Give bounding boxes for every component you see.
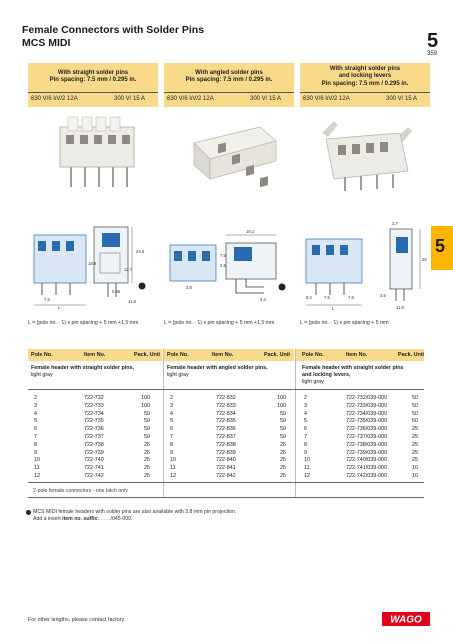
row-item-no: 722-835 bbox=[216, 418, 236, 425]
dim-label: 3.5 bbox=[380, 293, 386, 298]
dim-label: 7.6 bbox=[348, 295, 354, 300]
table-row bbox=[0, 434, 453, 442]
table-row bbox=[0, 418, 453, 426]
note-line: MCS MIDI female headers with solder pins are also available with 3.8 mm pin projection. bbox=[33, 509, 237, 515]
dim-label: L bbox=[58, 305, 61, 310]
row-pole-no: 10 bbox=[34, 457, 40, 464]
description-color: light gray bbox=[31, 372, 53, 378]
row-pack-unit: 50 bbox=[412, 395, 418, 401]
spec-heading-line: Pin spacing: 7.5 mm / 0.295 in. bbox=[185, 77, 273, 83]
row-pack-unit: 50 bbox=[280, 426, 286, 433]
row-item-no: 722-738/039-000 bbox=[346, 441, 388, 448]
dim-label: 3.7 bbox=[392, 221, 398, 226]
row-pole-no: 9 bbox=[170, 449, 173, 456]
section-tab-label: 5 bbox=[435, 236, 446, 256]
spec-heading bbox=[164, 63, 294, 91]
row-item-no: 722-836 bbox=[216, 426, 236, 433]
table-row bbox=[0, 442, 453, 450]
dim-label: 4.4 bbox=[260, 297, 266, 302]
divider bbox=[300, 92, 430, 93]
table-divider bbox=[28, 482, 424, 483]
row-item-no: 722-742/039-000 bbox=[346, 473, 388, 479]
product-description bbox=[167, 365, 268, 379]
row-pole-no: 4 bbox=[170, 410, 173, 417]
row-pole-no: 2 bbox=[34, 395, 37, 401]
row-pack-unit: 25 bbox=[280, 449, 286, 456]
row-pack-unit: 25 bbox=[412, 441, 418, 448]
row-item-no: 722-742 bbox=[84, 473, 104, 479]
product-description bbox=[302, 365, 404, 386]
spec-band-locking bbox=[300, 63, 430, 107]
dim-label: 2.5 bbox=[220, 263, 226, 268]
drawing-angled bbox=[164, 213, 294, 311]
row-item-no: 722-733/039-000 bbox=[346, 402, 388, 409]
row-pole-no: 12 bbox=[304, 473, 310, 479]
row-pack-unit: 25 bbox=[280, 473, 286, 479]
table-header bbox=[296, 349, 424, 361]
row-item-no: 722-732/039-000 bbox=[346, 395, 388, 401]
col-pack-unit: Pack. Unit bbox=[134, 352, 161, 358]
row-pole-no: 7 bbox=[34, 434, 37, 440]
note-bold: item no. suffix: bbox=[62, 516, 100, 522]
dim-label: 8.2 bbox=[306, 295, 312, 300]
table-header bbox=[28, 349, 162, 361]
row-pole-no: 11 bbox=[304, 465, 310, 472]
row-pole-no: 7 bbox=[304, 434, 307, 440]
rating-ul: 300 V/ 15 A bbox=[114, 96, 146, 102]
spec-heading-line: With angled solder pins bbox=[195, 69, 263, 76]
col-item-no: Item No. bbox=[84, 352, 106, 358]
drawing-straight bbox=[28, 213, 158, 311]
note-bullet-icon bbox=[26, 510, 31, 515]
row-pole-no: 7 bbox=[170, 434, 173, 440]
dim-label: 26 bbox=[422, 257, 427, 262]
photo-angled-header bbox=[164, 113, 292, 195]
col-pack-unit: Pack. Unit bbox=[264, 352, 291, 358]
dim-label: 11.8 bbox=[128, 299, 136, 304]
row-pack-unit: 25 bbox=[144, 441, 150, 448]
length-formula: L = (pole no. - 1) x pin spacing + 5 mm bbox=[300, 320, 389, 326]
logo-text: WAGO bbox=[390, 614, 422, 626]
spec-heading bbox=[300, 63, 430, 91]
col-pack-unit: Pack. Unit bbox=[398, 352, 425, 358]
row-item-no: 722-841 bbox=[216, 465, 236, 472]
note-line-2 bbox=[33, 516, 236, 523]
spec-heading-line: With straight solder pins bbox=[329, 65, 401, 72]
title-line-2: MCS MIDI bbox=[22, 37, 71, 49]
row-pole-no: 6 bbox=[304, 426, 307, 433]
drawing-locking bbox=[300, 213, 430, 311]
note-suffix: . . . ./045-000. bbox=[99, 516, 133, 522]
row-pack-unit: 50 bbox=[412, 402, 418, 409]
row-item-no: 722-739/039-000 bbox=[346, 449, 388, 456]
row-item-no: 722-737/039-000 bbox=[346, 434, 388, 440]
page-number: 359 bbox=[427, 51, 438, 57]
row-item-no: 722-834 bbox=[216, 410, 236, 417]
col-pole-no: Pole No. bbox=[302, 352, 324, 358]
row-item-no: 722-740/039-000 bbox=[346, 457, 388, 464]
row-pole-no: 3 bbox=[170, 402, 173, 409]
wago-logo bbox=[382, 612, 430, 626]
row-pack-unit: 50 bbox=[144, 410, 150, 417]
row-pack-unit: 100 bbox=[277, 395, 286, 401]
row-pack-unit: 25 bbox=[280, 457, 286, 464]
row-item-no: 722-735/039-000 bbox=[346, 418, 388, 425]
row-pole-no: 12 bbox=[170, 473, 176, 479]
table-row bbox=[0, 457, 453, 465]
table-divider bbox=[28, 389, 424, 390]
table-row bbox=[0, 411, 453, 419]
note bbox=[33, 509, 236, 523]
photo-locking-header bbox=[300, 113, 428, 195]
footer-note: For other lengths, please contact factory. bbox=[28, 617, 126, 623]
row-item-no: 722-741 bbox=[84, 465, 104, 472]
row-item-no: 722-842 bbox=[216, 473, 236, 479]
dim-label: 18.9 bbox=[88, 261, 97, 266]
spec-heading-line: and locking levers bbox=[338, 73, 392, 80]
divider bbox=[28, 92, 158, 93]
row-pole-no: 4 bbox=[304, 410, 307, 417]
row-pack-unit: 25 bbox=[144, 449, 150, 456]
row-item-no: 722-739 bbox=[84, 449, 104, 456]
row-item-no: 722-740 bbox=[84, 457, 104, 464]
dim-label: L bbox=[332, 306, 335, 311]
row-pack-unit: 25 bbox=[144, 457, 150, 464]
row-pack-unit: 50 bbox=[144, 434, 150, 440]
row-pack-unit: 25 bbox=[412, 434, 418, 440]
row-pack-unit: 100 bbox=[141, 402, 150, 409]
row-pack-unit: 25 bbox=[412, 449, 418, 456]
rating-iec: 630 V/6 kV/2 12A bbox=[167, 96, 214, 102]
chapter-number: 5 bbox=[427, 30, 439, 52]
row-pole-no: 6 bbox=[170, 426, 173, 433]
row-pack-unit: 25 bbox=[144, 465, 150, 472]
row-pole-no: 3 bbox=[34, 402, 37, 409]
description-color: light gray bbox=[167, 372, 189, 378]
table-footnote: 2-pole female connectors - one latch only bbox=[33, 488, 128, 494]
row-pack-unit: 100 bbox=[141, 395, 150, 401]
product-description bbox=[31, 365, 134, 379]
row-pack-unit: 50 bbox=[280, 434, 286, 440]
dim-label: 7.5 bbox=[324, 295, 330, 300]
row-item-no: 722-734 bbox=[84, 410, 104, 417]
row-item-no: 722-837 bbox=[216, 434, 236, 440]
row-pole-no: 9 bbox=[304, 449, 307, 456]
row-item-no: 722-833 bbox=[216, 402, 236, 409]
description-line: and locking levers, bbox=[302, 372, 351, 378]
table-row bbox=[0, 465, 453, 473]
description-line: Female header with straight solder pins, bbox=[31, 365, 135, 371]
table-row bbox=[0, 426, 453, 434]
spec-heading-line: Pin spacing: 7.5 mm / 0.295 in. bbox=[321, 80, 409, 87]
row-pack-unit: 50 bbox=[280, 418, 286, 425]
row-pack-unit: 50 bbox=[280, 410, 286, 417]
table-divider bbox=[28, 497, 424, 498]
table-row bbox=[0, 473, 453, 481]
row-pole-no: 12 bbox=[34, 473, 40, 479]
table-header bbox=[164, 349, 294, 361]
row-pole-no: 5 bbox=[304, 418, 307, 425]
row-pack-unit: 10 bbox=[412, 465, 418, 472]
row-pack-unit: 25 bbox=[144, 473, 150, 479]
description-line: Female header with straight solder pins bbox=[302, 365, 404, 371]
table-row bbox=[0, 403, 453, 411]
divider bbox=[164, 92, 294, 93]
row-pack-unit: 100 bbox=[277, 402, 286, 409]
row-pack-unit: 50 bbox=[412, 418, 418, 425]
row-pack-unit: 25 bbox=[412, 457, 418, 464]
spec-heading-line: Pin spacing: 7.5 mm / 0.295 in. bbox=[49, 77, 137, 83]
row-item-no: 722-832 bbox=[216, 395, 236, 401]
dim-label: 7.5 bbox=[220, 253, 226, 258]
page-title bbox=[22, 24, 204, 50]
col-item-no: Item No. bbox=[212, 352, 234, 358]
dim-label: 12.7 bbox=[124, 267, 133, 272]
row-pole-no: 2 bbox=[170, 395, 173, 401]
row-pole-no: 4 bbox=[34, 410, 37, 417]
row-item-no: 722-733 bbox=[84, 402, 104, 409]
row-pack-unit: 50 bbox=[144, 418, 150, 425]
row-item-no: 722-732 bbox=[84, 395, 104, 401]
row-pack-unit: 25 bbox=[280, 441, 286, 448]
rating-ul: 300 V/ 15 A bbox=[386, 96, 418, 102]
row-item-no: 722-838 bbox=[216, 441, 236, 448]
dim-label: 3.8 bbox=[186, 285, 192, 290]
row-pole-no: 11 bbox=[170, 465, 176, 472]
row-item-no: 722-735 bbox=[84, 418, 104, 425]
spec-band-angled bbox=[164, 63, 294, 107]
spec-band-straight bbox=[28, 63, 158, 107]
row-pack-unit: 50 bbox=[412, 410, 418, 417]
col-pole-no: Pole No. bbox=[31, 352, 53, 358]
spec-heading-line: With straight solder pins bbox=[57, 69, 129, 76]
dim-label: 7.5 bbox=[44, 297, 50, 302]
dim-label: 18.2 bbox=[246, 229, 255, 234]
row-pole-no: 5 bbox=[34, 418, 37, 425]
row-pole-no: 9 bbox=[34, 449, 37, 456]
row-pole-no: 11 bbox=[34, 465, 40, 472]
table-row bbox=[0, 450, 453, 458]
row-pole-no: 6 bbox=[34, 426, 37, 433]
row-pack-unit: 50 bbox=[144, 426, 150, 433]
note-prefix: Add a insert bbox=[33, 516, 63, 522]
row-pack-unit: 25 bbox=[412, 426, 418, 433]
dim-label: 11.6 bbox=[396, 305, 404, 310]
col-item-no: Item No. bbox=[346, 352, 368, 358]
row-pole-no: 8 bbox=[170, 441, 173, 448]
rating-iec: 630 V/6 kV/2 12A bbox=[303, 96, 350, 102]
description-line: Female header with angled solder pins, bbox=[167, 365, 268, 371]
section-tab[interactable] bbox=[431, 226, 453, 270]
row-item-no: 722-840 bbox=[216, 457, 236, 464]
row-pole-no: 2 bbox=[304, 395, 307, 401]
rating-iec: 630 V/6 kV/2 12A bbox=[31, 96, 78, 102]
row-item-no: 722-736 bbox=[84, 426, 104, 433]
row-item-no: 722-737 bbox=[84, 434, 104, 440]
row-pole-no: 10 bbox=[170, 457, 176, 464]
col-pole-no: Pole No. bbox=[167, 352, 189, 358]
row-pole-no: 10 bbox=[304, 457, 310, 464]
row-item-no: 722-738 bbox=[84, 441, 104, 448]
length-formula: L = (pole no. - 1) x pin spacing + 5 mm +1.5 mm bbox=[28, 320, 139, 326]
row-item-no: 722-741/039-000 bbox=[346, 465, 388, 472]
photo-straight-header bbox=[30, 113, 158, 195]
row-pole-no: 8 bbox=[304, 441, 307, 448]
description-color: light gray bbox=[302, 379, 324, 385]
spec-heading bbox=[28, 63, 158, 91]
row-pack-unit: 25 bbox=[280, 465, 286, 472]
length-formula: L = (pole no. - 1) x pin spacing + 5 mm +1.5 mm bbox=[164, 320, 275, 326]
row-item-no: 722-736/039-000 bbox=[346, 426, 388, 433]
table-row bbox=[0, 395, 453, 403]
row-pack-unit: 10 bbox=[412, 473, 418, 479]
dim-label: 0.95 bbox=[112, 289, 121, 294]
row-pole-no: 5 bbox=[170, 418, 173, 425]
row-item-no: 722-839 bbox=[216, 449, 236, 456]
rating-ul: 300 V/ 15 A bbox=[250, 96, 282, 102]
row-pole-no: 8 bbox=[34, 441, 37, 448]
row-pole-no: 3 bbox=[304, 402, 307, 409]
row-item-no: 722-734/039-000 bbox=[346, 410, 388, 417]
dim-label: 23.5 bbox=[136, 249, 145, 254]
title-line-1: Female Connectors with Solder Pins bbox=[22, 24, 205, 36]
